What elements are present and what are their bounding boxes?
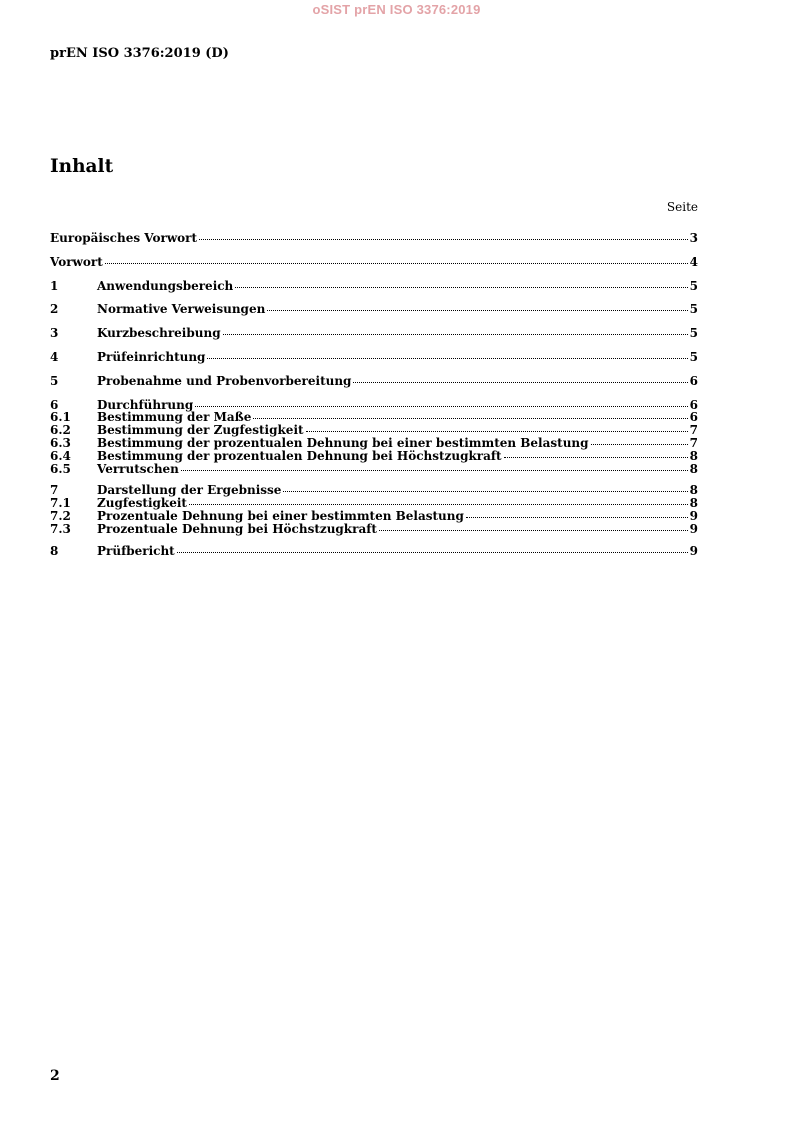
toc-entry-page: 8 xyxy=(689,496,698,511)
toc-entry-label: Prozentuale Dehnung bei Höchstzugkraft xyxy=(97,521,377,536)
toc-entry-label: Bestimmung der Zugfestigkeit xyxy=(97,423,304,438)
toc-entry-label: Bestimmung der Maße xyxy=(97,410,252,425)
toc-entry-number: 4 xyxy=(50,349,59,364)
toc-entry-page: 3 xyxy=(689,231,698,245)
toc-entry[interactable] xyxy=(50,463,698,476)
toc-entry-page: 8 xyxy=(689,483,698,498)
toc-entry-number: 7.1 xyxy=(50,496,71,511)
toc-entry[interactable] xyxy=(50,545,698,558)
toc-entry[interactable] xyxy=(50,450,698,463)
watermark: oSIST prEN ISO 3376:2019 xyxy=(312,2,481,17)
toc-entry-label: Prüfbericht xyxy=(97,543,175,558)
toc-entry-page: 6 xyxy=(689,373,698,388)
document-id: prEN ISO 3376:2019 (D) xyxy=(50,46,229,61)
toc-entry-number: 8 xyxy=(50,543,59,558)
toc-entry-label: Prüfeinrichtung xyxy=(97,349,206,364)
dot-leader xyxy=(199,238,688,240)
toc-entry-label: Bestimmung der prozentualen Dehnung bei Höchstzugkraft xyxy=(97,448,502,463)
toc-entry-number: 6.1 xyxy=(50,410,71,425)
toc-entry-label: Kurzbeschreibung xyxy=(97,326,221,341)
toc-entry[interactable] xyxy=(50,256,698,269)
dot-leader xyxy=(591,443,688,445)
toc-entry-label: Europäisches Vorwort xyxy=(50,231,198,245)
toc-entry[interactable] xyxy=(50,327,698,340)
toc-entry-label: Zugfestigkeit xyxy=(97,496,187,511)
toc-entry-number: 6 xyxy=(50,397,59,412)
toc-entry-number: 6.5 xyxy=(50,461,71,476)
toc-entry-page: 4 xyxy=(689,254,698,269)
dot-leader xyxy=(253,417,687,419)
toc-entry[interactable] xyxy=(50,437,698,450)
toc-entry-label: Anwendungsbereich xyxy=(97,278,234,293)
toc-entry-number: 7.3 xyxy=(50,521,71,536)
page-number: 2 xyxy=(50,1068,60,1084)
dot-leader xyxy=(267,309,687,311)
toc-entry[interactable] xyxy=(50,523,698,536)
toc-entry-number: 7.2 xyxy=(50,508,71,523)
toc-entry-number: 6.2 xyxy=(50,423,71,438)
dot-leader xyxy=(466,516,688,518)
dot-leader xyxy=(177,551,688,553)
toc-entry[interactable] xyxy=(50,280,698,293)
toc-entry-page: 9 xyxy=(689,543,698,558)
dot-leader xyxy=(223,333,688,335)
toc-entry-page: 8 xyxy=(689,448,698,463)
toc-entry-page: 8 xyxy=(689,461,698,476)
dot-leader xyxy=(105,262,688,264)
toc-entry[interactable] xyxy=(50,303,698,316)
toc-entry-number: 7 xyxy=(50,483,59,498)
toc-entry-label: Verrutschen xyxy=(97,461,179,476)
toc-entry-label: Darstellung der Ergebnisse xyxy=(97,483,282,498)
dot-leader xyxy=(306,430,688,432)
toc-entry-number: 6.3 xyxy=(50,435,71,450)
toc-entry-label: Durchführung xyxy=(97,397,194,412)
toc-entry-page: 5 xyxy=(689,278,698,293)
toc-entry[interactable] xyxy=(50,232,698,245)
toc-entry-page: 6 xyxy=(689,397,698,412)
toc-entry-label: Bestimmung der prozentualen Dehnung bei einer bestimmten Belastung xyxy=(97,435,589,450)
dot-leader xyxy=(181,469,688,471)
dot-leader xyxy=(353,381,687,383)
table-of-contents xyxy=(50,232,698,557)
toc-entry-label: Probenahme und Probenvorbereitung xyxy=(97,373,352,388)
dot-leader xyxy=(379,529,688,531)
toc-entry-page: 7 xyxy=(689,423,698,438)
toc-entry-number: 2 xyxy=(50,302,59,317)
page-column-label: Seite xyxy=(666,200,698,214)
toc-entry-number: 3 xyxy=(50,326,59,341)
toc-entry-page: 7 xyxy=(689,435,698,450)
toc-entry[interactable] xyxy=(50,351,698,364)
dot-leader xyxy=(189,503,688,505)
toc-entry-page: 5 xyxy=(689,302,698,317)
toc-entry-label: Vorwort xyxy=(50,254,103,269)
toc-entry-label: Normative Verweisungen xyxy=(97,302,266,317)
toc-entry-page: 9 xyxy=(689,508,698,523)
toc-entry-label: Prozentuale Dehnung bei einer bestimmten Belastung xyxy=(97,508,464,523)
dot-leader xyxy=(207,357,687,359)
toc-entry-page: 6 xyxy=(689,410,698,425)
toc-entry-page: 9 xyxy=(689,521,698,536)
dot-leader xyxy=(195,405,687,407)
toc-entry-number: 1 xyxy=(50,278,59,293)
dot-leader xyxy=(235,286,687,288)
toc-entry-page: 5 xyxy=(689,326,698,341)
dot-leader xyxy=(283,490,687,492)
toc-entry[interactable] xyxy=(50,510,698,523)
toc-title: Inhalt xyxy=(50,156,114,177)
toc-entry-page: 5 xyxy=(689,349,698,364)
dot-leader xyxy=(504,456,688,458)
toc-entry[interactable] xyxy=(50,375,698,388)
toc-entry-number: 5 xyxy=(50,373,59,388)
toc-entry-number: 6.4 xyxy=(50,448,71,463)
